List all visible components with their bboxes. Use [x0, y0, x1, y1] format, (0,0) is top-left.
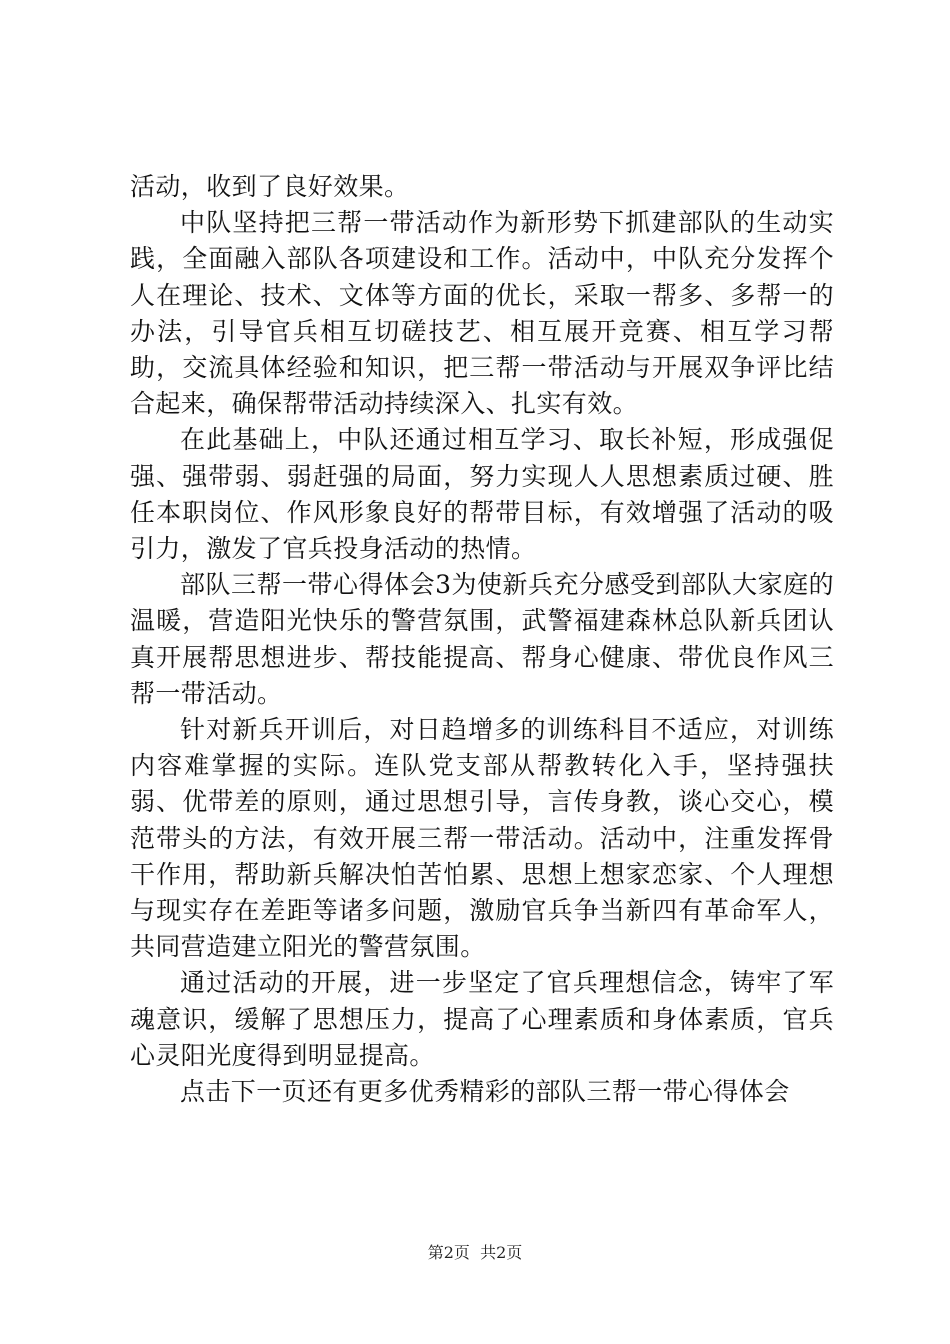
- footer-gap: [470, 1243, 480, 1262]
- page-footer: [0, 1243, 950, 1263]
- page-number-total: 共2页: [480, 1243, 523, 1262]
- paragraph-7: 点击下一页还有更多优秀精彩的部队三帮一带心得体会: [180, 1077, 790, 1107]
- paragraph-2: 中队坚持把三帮一带活动作为新形势下抓建部队的生动实践，全面融入部队各项建设和工作。活动中，中队充分发挥个人在理论、技术、文体等方面的优长，采取一帮多、多帮一的办法，引导官兵相互切磋技艺、相互展开竞赛、相互学习帮助，交流具体经验和知识，把三帮一带活动与开展双争评比结合起来，确保帮带活动持续深入、扎实有效。: [130, 208, 834, 419]
- paragraph-3: 在此基础上，中队还通过相互学习、取长补短，形成强促强、强带弱、弱赶强的局面，努力实现人人思想素质过硬、胜任本职岗位、作风形象良好的帮带目标，有效增强了活动的吸引力，激发了官兵投身活动的热情。: [130, 425, 834, 564]
- paragraph-1: 活动，收到了良好效果。: [130, 172, 410, 201]
- paragraph-4: 部队三帮一带心得体会3为使新兵充分感受到部队大家庭的温暖，营造阳光快乐的警营氛围，武警福建森林总队新兵团认真开展帮思想进步、帮技能提高、帮身心健康、带优良作风三帮一带活动。: [130, 570, 834, 708]
- paragraph-5: 针对新兵开训后，对日趋增多的训练科目不适应，对训练内容难掌握的实际。连队党支部从帮教转化入手，坚持强扶弱、优带差的原则，通过思想引导，言传身教，谈心交心，模范带头的方法，有效开展三帮一带活动。活动中，注重发挥骨干作用，帮助新兵解决怕苦怕累、思想上想家恋家、个人理想与现实存在差距等诸多问题，激励官兵争当新四有革命军人，共同营造建立阳光的警营氛围。: [130, 715, 834, 962]
- paragraph-6: 通过活动的开展，进一步坚定了官兵理想信念，铸牢了军魂意识，缓解了思想压力，提高了心理素质和身体素质，官兵心灵阳光度得到明显提高。: [130, 968, 834, 1070]
- page-number-current: 第2页: [427, 1243, 470, 1262]
- document-body: [130, 169, 834, 1110]
